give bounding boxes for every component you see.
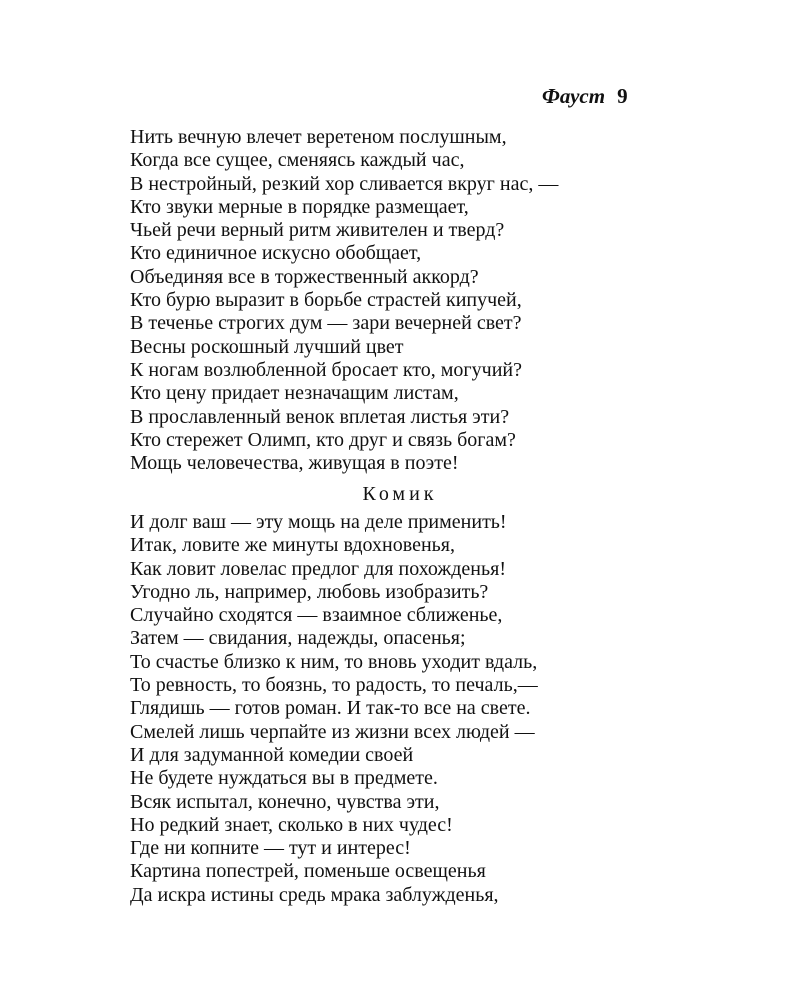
verse-line: Когда все сущее, сменяясь каждый час, bbox=[130, 149, 465, 172]
verse-line: В теченье строгих дум — зари вечерней свет? bbox=[130, 312, 522, 335]
verse-line: Затем — свидания, надежды, опасенья; bbox=[130, 627, 466, 650]
verse-line: Как ловит ловелас предлог для похожденья! bbox=[130, 557, 506, 580]
verse-line: К ногам возлюбленной бросает кто, могучий? bbox=[130, 358, 522, 381]
verse-line: Кто стережет Олимп, кто друг и связь богам? bbox=[130, 428, 516, 451]
verse-block-1 bbox=[130, 126, 558, 475]
verse-line: Объединяя все в торжественный аккорд? bbox=[130, 265, 479, 288]
verse-line: Случайно сходятся — взаимное сближенье, bbox=[130, 604, 503, 627]
speaker-name: Комик bbox=[362, 483, 438, 505]
verse-line: Да искра истины средь мрака заблужденья, bbox=[130, 883, 499, 906]
verse-line: Всяк испытал, конечно, чувства эти, bbox=[130, 790, 440, 813]
verse-line: Где ни копните — тут и интерес! bbox=[130, 837, 411, 860]
verse-line: То счастье близко к ним, то вновь уходит вдаль, bbox=[130, 650, 538, 673]
verse-line: В прославленный венок вплетая листья эти? bbox=[130, 405, 510, 428]
verse-line: Кто цену придает незначащим листам, bbox=[130, 382, 459, 405]
verse-line: Кто звуки мерные в порядке размещает, bbox=[130, 195, 469, 218]
verse-line: Чьей речи верный ритм живителен и тверд? bbox=[130, 219, 505, 242]
verse-line: Глядишь — готов роман. И так-то все на свете. bbox=[130, 697, 531, 720]
verse-line: Картина попестрей, поменьше освещенья bbox=[130, 860, 486, 883]
verse-line: Весны роскошный лучший цвет bbox=[130, 335, 404, 358]
verse-line: Кто бурю выразит в борьбе страстей кипучей, bbox=[130, 289, 522, 312]
running-head bbox=[542, 84, 628, 108]
verse-line: В нестройный, резкий хор сливается вкруг нас, — bbox=[130, 172, 559, 195]
verse-line: Кто единичное искусно обобщает, bbox=[130, 242, 422, 265]
verse-line: Нить вечную влечет веретеном послушным, bbox=[130, 126, 507, 148]
page-number: 9 bbox=[617, 84, 628, 108]
running-head-title: Фауст bbox=[542, 84, 606, 108]
verse-block-2 bbox=[130, 511, 538, 907]
verse-line: И долг ваш — эту мощь на деле применить! bbox=[130, 511, 507, 533]
verse-line: Мощь человечества, живущая в поэте! bbox=[130, 452, 459, 475]
verse-line: И для задуманной комедии своей bbox=[130, 743, 414, 766]
verse-line: То ревность, то боязнь, то радость, то печаль,— bbox=[130, 674, 538, 697]
verse-line: Угодно ль, например, любовь изобразить? bbox=[130, 580, 489, 603]
verse-line: Но редкий знает, сколько в них чудес! bbox=[130, 813, 453, 836]
verse-line: Итак, ловите же минуты вдохновенья, bbox=[130, 534, 455, 557]
verse-line: Смелей лишь черпайте из жизни всех людей — bbox=[130, 720, 535, 743]
verse-line: Не будете нуждаться вы в предмете. bbox=[130, 767, 438, 790]
